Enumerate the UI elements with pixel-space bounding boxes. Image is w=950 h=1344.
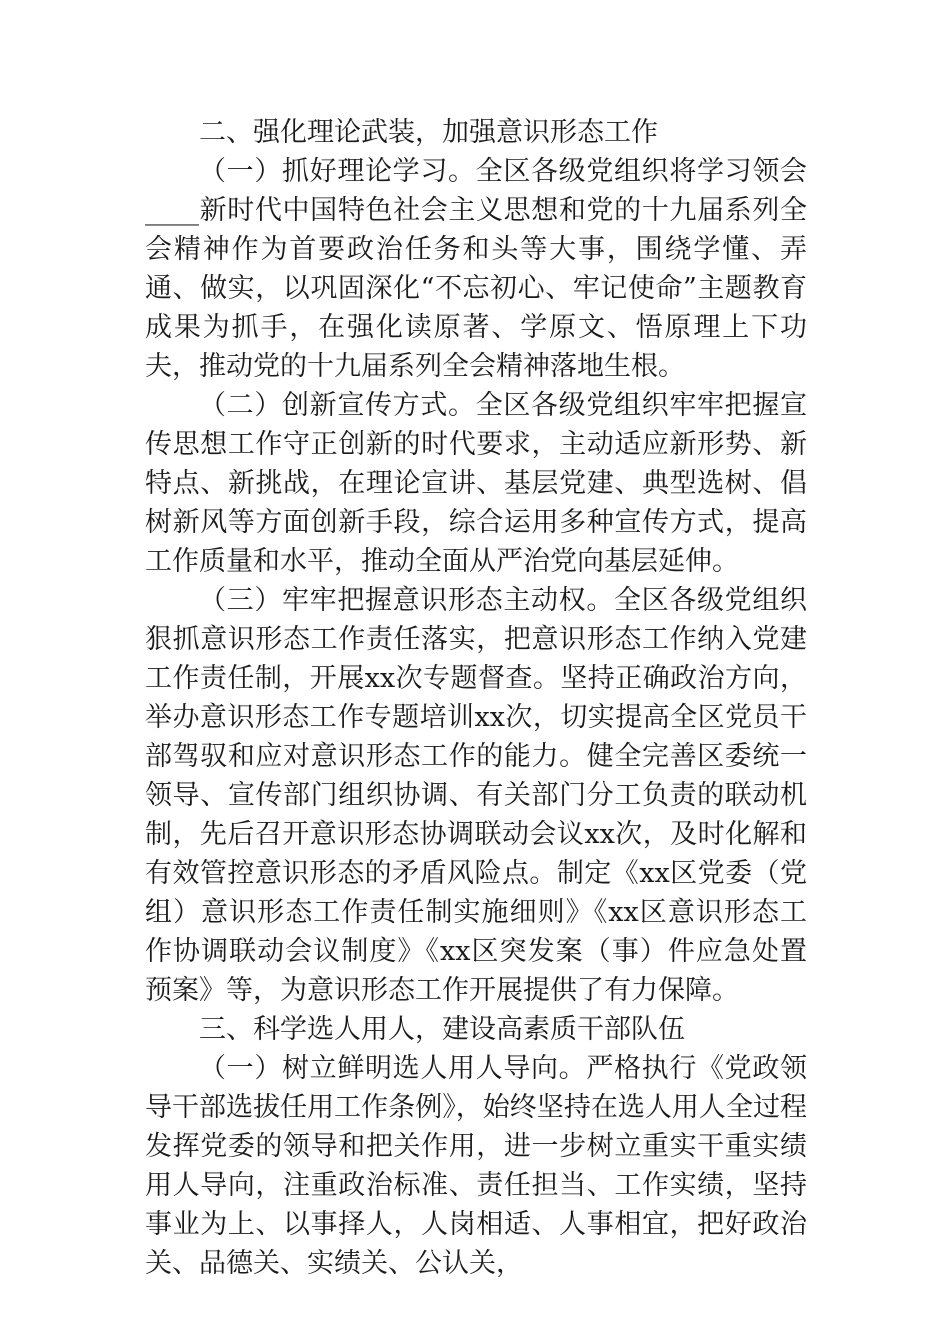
document-body [145,113,807,1283]
paragraph-publicity-innovation: （二）创新宣传方式。全区各级党组织牢牢把握宣传思想工作守正创新的时代要求，主动适应新形势、新特点、新挑战，在理论宣讲、基层党建、典型选树、倡树新风等方面创新手段，综合运用多种宣传方式，提高工作质量和水平，推动全面从严治党向基层延伸。 [145,390,807,577]
paragraph-theory-study: （一）抓好理论学习。全区各级党组织将学习领会____新时代中国特色社会主义思想和党的十九届系列全会精神作为首要政治任务和头等大事，围绕学懂、弄通、做实，以巩固深化“不忘初心、牢记使命”主题教育成果为抓手，在强化读原著、学原文、悟原理上下功夫，推动党的十九届系列全会精神落地生根。 [145,156,807,382]
paragraph-personnel-orientation: （一）树立鲜明选人用人导向。严格执行《党政领导干部选拔任用工作条例》，始终坚持在选人用人全过程发挥党委的领导和把关作用，进一步树立重实干重实绩用人导向，注重政治标准、责任担当、工作实绩，坚持事业为上、以事择人，人岗相适、人事相宜，把好政治关、品德关、实绩关、公认关， [145,1053,807,1279]
section-heading-2: 二、强化理论武装，加强意识形态工作 [199,117,658,148]
paragraph-ideology-initiative: （三）牢牢把握意识形态主动权。全区各级党组织狠抓意识形态工作责任落实，把意识形态工作纳入党建工作责任制，开展xx次专题督查。坚持正确政治方向，举办意识形态工作专题培训xx次，切实提高全区党员干部驾驭和应对意识形态工作的能力。健全完善区委统一领导、宣传部门组织协调、有关部门分工负责的联动机制，先后召开意识形态协调联动会议xx次，及时化解和有效管控意识形态的矛盾风险点。制定《xx区党委（党组）意识形态工作责任制实施细则》《xx区意识形态工作协调联动会议制度》《xx区突发案（事）件应急处置预案》等，为意识形态工作开展提供了有力保障。 [145,585,807,1006]
section-heading-3: 三、科学选人用人，建设高素质干部队伍 [199,1014,685,1045]
